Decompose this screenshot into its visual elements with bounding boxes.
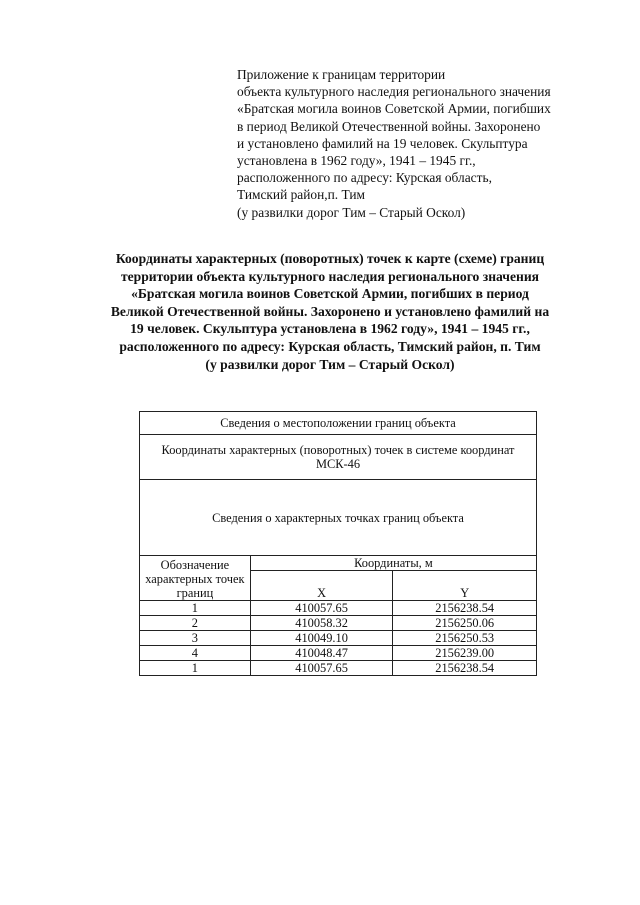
table-row	[140, 601, 537, 616]
column-header-y: Y	[393, 571, 537, 601]
column-header-x: X	[250, 571, 393, 601]
y-cell: 2156239.00	[393, 646, 537, 661]
table-row	[140, 631, 537, 646]
appendix-note	[237, 66, 607, 221]
y-cell: 2156250.06	[393, 616, 537, 631]
location-title: Сведения о местоположении границ объекта	[140, 412, 537, 435]
y-cell: 2156250.53	[393, 631, 537, 646]
table-row	[140, 616, 537, 631]
y-cell: 2156238.54	[393, 661, 537, 676]
column-header-coordinates: Координаты, м	[250, 556, 536, 571]
point-cell: 2	[140, 616, 251, 631]
points-title: Сведения о характерных точках границ объекта	[140, 480, 537, 556]
column-header-point: Обозначение характерных точек границ	[140, 556, 251, 601]
point-cell: 1	[140, 661, 251, 676]
appendix-line: расположенного по адресу: Курская область,	[237, 170, 492, 186]
appendix-line: Тимский район,п. Тим	[237, 187, 365, 203]
heading-line: 19 человек. Скульптура установлена в 1962 году», 1941 – 1945 гг.,	[130, 321, 530, 337]
appendix-line: (у развилки дорог Тим – Старый Оскол)	[237, 204, 466, 220]
x-cell: 410057.65	[250, 661, 393, 676]
appendix-line: «Братская могила воинов Советской Армии, погибших	[237, 101, 551, 117]
heading-line: Координаты характерных (поворотных) точек к карте (схеме) границ	[115, 251, 545, 266]
y-cell: 2156238.54	[393, 601, 537, 616]
x-cell: 410058.32	[250, 616, 393, 631]
heading-line: расположенного по адресу: Курская область, Тимский район, п. Тим	[119, 338, 541, 354]
point-cell: 1	[140, 601, 251, 616]
appendix-line: установлена в 1962 году», 1941 – 1945 гг.,	[237, 153, 476, 169]
appendix-line: Приложение к границам территории	[237, 67, 446, 82]
appendix-line: объекта культурного наследия регионального значения	[237, 84, 551, 100]
table-row	[140, 646, 537, 661]
heading-line: Великой Отечественной войны. Захоронено и установлено фамилий на	[110, 303, 550, 319]
heading-line: «Братская могила воинов Советской Армии, погибших в период	[131, 286, 529, 302]
table-row	[140, 661, 537, 676]
x-cell: 410049.10	[250, 631, 393, 646]
x-cell: 410048.47	[250, 646, 393, 661]
x-cell: 410057.65	[250, 601, 393, 616]
point-cell: 3	[140, 631, 251, 646]
appendix-line: в период Великой Отечественной войны. Захоронено	[237, 118, 541, 134]
appendix-line: и установлено фамилий на 19 человек. Скульптура	[237, 135, 528, 151]
heading-line: (у развилки дорог Тим – Старый Оскол)	[205, 356, 455, 372]
heading-line: территории объекта культурного наследия регионального значения	[120, 268, 540, 284]
document-heading	[80, 250, 580, 373]
coordinates-table	[139, 411, 537, 676]
point-cell: 4	[140, 646, 251, 661]
coordinate-system-title: Координаты характерных (поворотных) точек в системе координат МСК-46	[140, 435, 537, 480]
